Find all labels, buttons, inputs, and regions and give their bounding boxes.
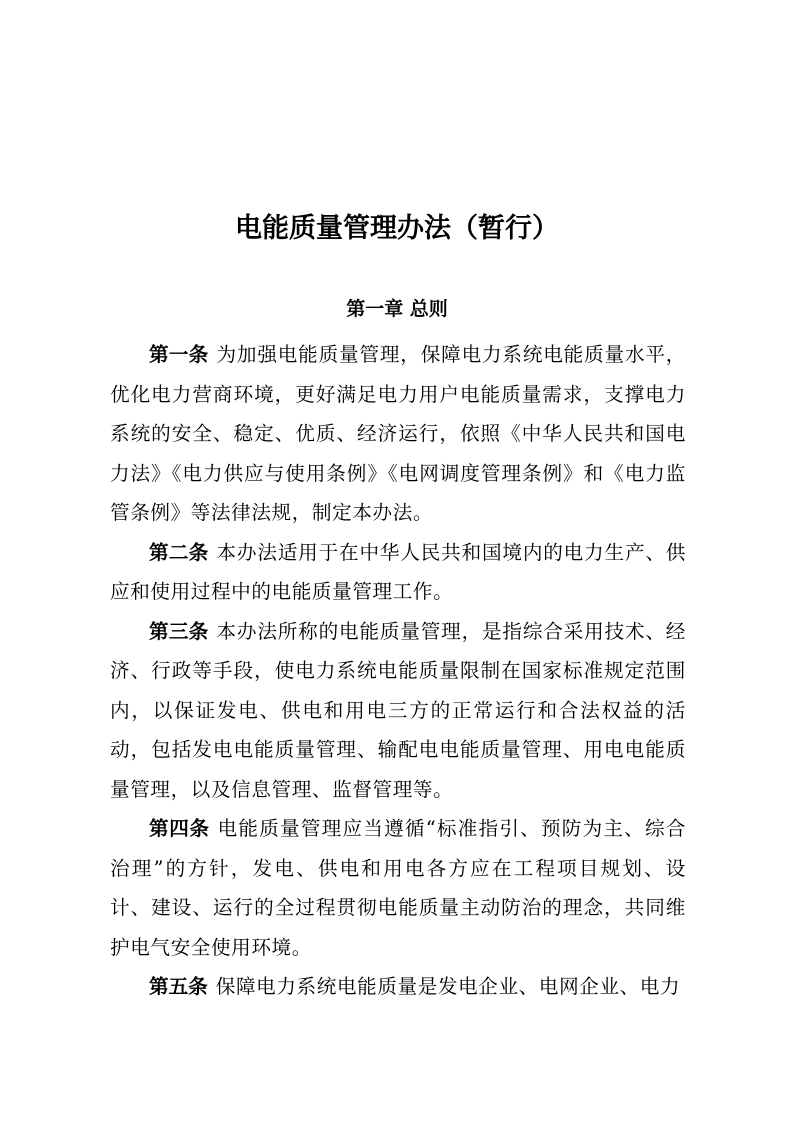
article-text: 电能质量管理应当遵循“标准指引、预防为主、综合治理”的方针，发电、供电和用电各方应在工程项目规划、设计、建设、运行的全过程贯彻电能质量主动防治的理念，共同维护电气安全使用环境。 [110,817,686,959]
article-4 [110,809,686,967]
article-number: 第一条 [149,343,209,366]
article-text: 为加强电能质量管理，保障电力系统电能质量水平，优化电力营商环境，更好满足电力用户电能质量需求，支撑电力系统的安全、稳定、优质、经济运行，依照《中华人民共和国电力法》《电力供应与使用条例》《电网调度管理条例》和《电力监管条例》等法律法规，制定本办法。 [110,343,686,524]
article-2 [110,533,686,612]
article-text: 保障电力系统电能质量是发电企业、电网企业、电力 [215,975,681,998]
document-title: 电能质量管理办法（暂行） [235,213,559,244]
article-number: 第四条 [149,817,210,840]
article-3 [110,612,686,810]
article-5 [110,967,686,1007]
article-number: 第三条 [149,619,209,643]
article-number: 第二条 [149,540,209,564]
article-number: 第五条 [149,975,208,998]
article-1 [110,335,686,533]
document-body [110,335,686,1007]
article-text: 本办法所称的电能质量管理，是指综合采用技术、经济、行政等手段，使电力系统电能质量限制在国家标准规定范围内，以保证发电、供电和用电三方的正常运行和合法权益的活动，包括发电电能质量管理、输配电电能质量管理、用电电能质量管理，以及信息管理、监督管理等。 [110,619,686,801]
article-text: 本办法适用于在中华人民共和国境内的电力生产、供应和使用过程中的电能质量管理工作。 [110,540,686,603]
chapter-heading: 第一章 总则 [346,298,448,320]
